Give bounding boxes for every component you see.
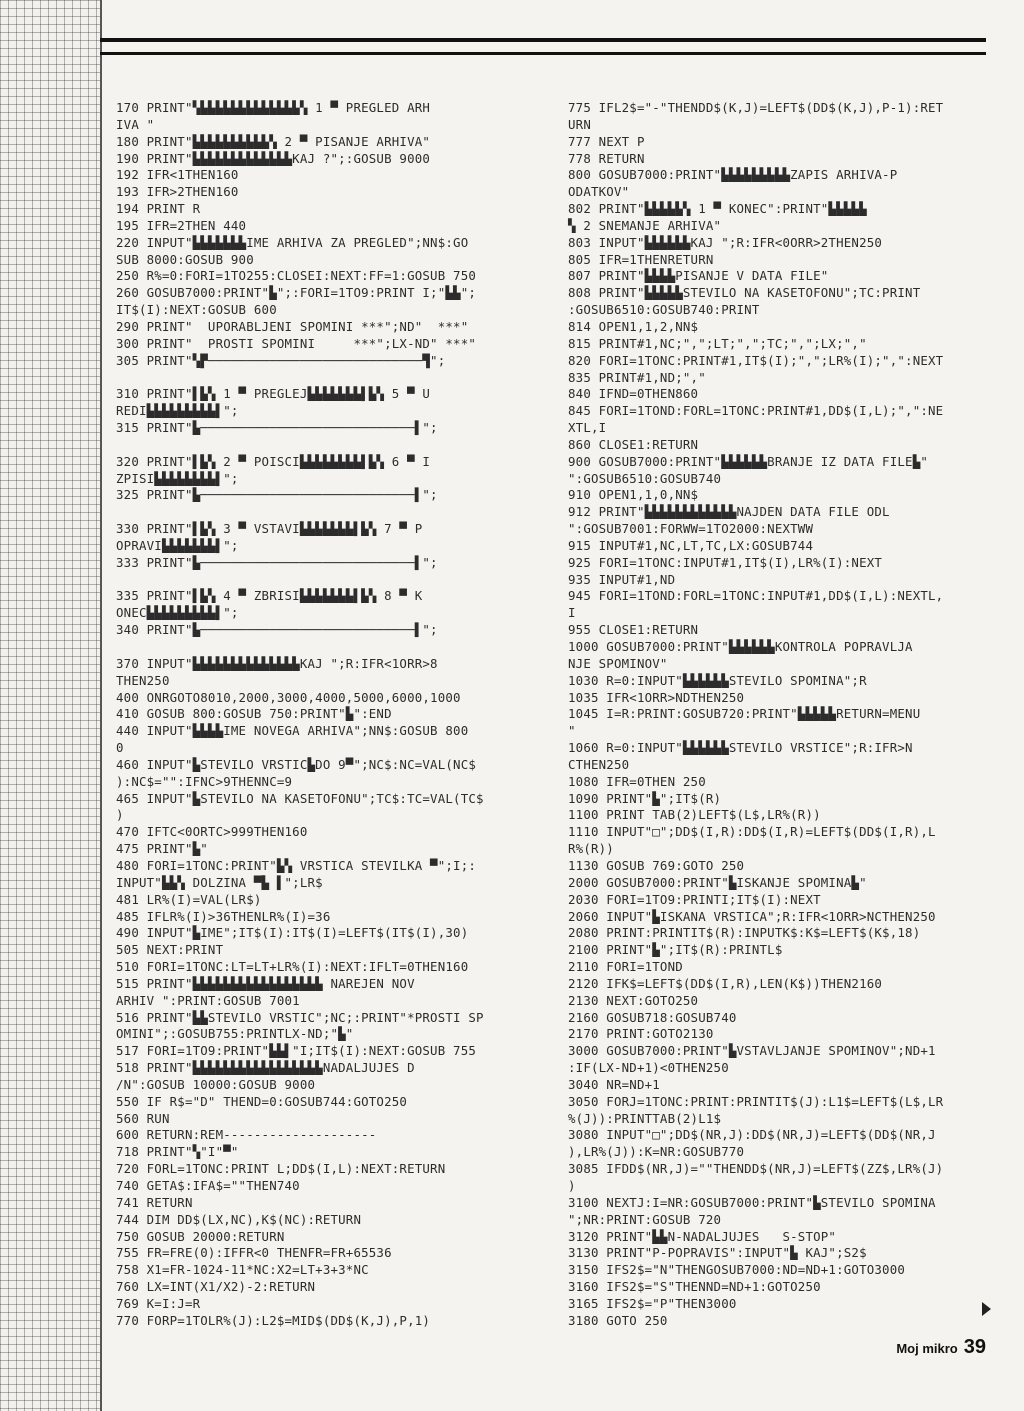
code-line: 505 NEXT:PRINT [116,942,224,958]
code-line: 3000 GOSUB7000:PRINT"▙VSTAVLJANJE SPOMINOV";ND+1 [568,1043,936,1059]
code-line: SUB 8000:GOSUB 900 [116,251,254,267]
code-line: 778 RETURN [568,150,645,166]
code-line: :IF(LX-ND+1)<0THEN250 [568,1060,729,1076]
code-line: 835 PRINT#1,ND;"," [568,369,706,385]
magazine-name: Moj mikro [896,1341,958,1356]
code-line: 480 FORI=1TONC:PRINT"▙▚ VRSTICA STEVILKA ▀";I;: [116,857,477,873]
code-line: NJE SPOMINOV" [568,655,668,671]
code-line: 1060 R=0:INPUT"▙▙▙▙▙▙STEVILO VRSTICE";R:IFR>N [568,740,913,756]
code-line: 770 FORP=1TOLR%(J):L2$=MID$(DD$(K,J),P,1) [116,1312,431,1328]
code-line: 803 INPUT"▙▙▙▙▙▙KAJ ";R:IFR<0ORR>2THEN250 [568,234,883,250]
code-line: CTHEN250 [568,756,630,772]
code-line: 1130 GOSUB 769:GOTO 250 [568,857,745,873]
page-number: 39 [963,1336,986,1358]
code-line: 720 FORL=1TONC:PRINT L;DD$(I,L):NEXT:RETURN [116,1161,446,1177]
code-line: 3050 FORJ=1TONC:PRINT:PRINTIT$(J):L1$=LEFT$(L$,LR [568,1093,944,1109]
code-line: ":GOSUB7001:FORWW=1TO2000:NEXTWW [568,521,814,537]
code-line: 820 FORI=1TONC:PRINT#1,IT$(I);",";LR%(I);",":NEXT [568,352,944,368]
code-line: 0 [116,740,124,756]
code-line: 2120 IFK$=LEFT$(DD$(I,R),LEN(K$))THEN2160 [568,975,883,991]
code-line: 775 IFL2$="-"THENDD$(K,J)=LEFT$(DD$(K,J),P-1):RET [568,100,944,115]
code-line: 750 GOSUB 20000:RETURN [116,1228,285,1244]
code-line: R%(R)) [568,841,614,857]
code-line: 2170 PRINT:GOTO2130 [568,1026,714,1042]
code-line [116,639,536,656]
code-line: ONEC▙▙▙▙▙▙▙▙▙▌"; [116,605,239,621]
code-line: 195 IFR=2THEN 440 [116,217,247,233]
code-line: 945 FORI=1TOND:FORL=1TONC:INPUT#1,DD$(I,L):NEXTL, [568,588,944,604]
code-line: 2080 PRINT:PRINTIT$(R):INPUTK$:K$=LEFT$(K$,18) [568,925,921,941]
code-line: 741 RETURN [116,1194,193,1210]
code-line: 515 PRINT"▙▙▙▙▙▙▙▙▙▙▙▙▙▙▙▙▙ NAREJEN NOV [116,975,415,991]
code-line: 475 PRINT"▙" [116,841,208,857]
code-line: 2060 INPUT"▙ISKANA VRSTICA";R:IFR<1ORR>NCTHEN250 [568,908,936,924]
code-line: 550 IF R$="D" THEND=0:GOSUB744:GOTO250 [116,1093,408,1109]
code-line: 815 PRINT#1,NC;",";LT;",";TC;",";LX;"," [568,335,867,351]
code-line: ):NC$="":IFNC>9THENNC=9 [116,773,293,789]
code-line: 460 INPUT"▙STEVILO VRSTIC▙DO 9▀";NC$:NC=VAL(NC$ [116,756,477,772]
code-line: 805 IFR=1THENRETURN [568,251,714,267]
code-line: 3180 GOTO 250 [568,1312,668,1328]
code-line: 315 PRINT"▙────────────────────────────▌"; [116,420,438,436]
code-line: 517 FORI=1TO9:PRINT"▙▙▌"I;IT$(I):NEXT:GOSUB 755 [116,1043,477,1059]
code-line: ":GOSUB6510:GOSUB740 [568,470,722,486]
code-line: 490 INPUT"▙IME";IT$(I):IT$(I)=LEFT$(IT$(I),30) [116,925,469,941]
code-line: 400 ONRGOTO8010,2000,3000,4000,5000,6000,1000 [116,689,461,705]
code-line: 410 GOSUB 800:GOSUB 750:PRINT"▙":END [116,706,392,722]
code-line: 3085 IFDD$(NR,J)=""THENDD$(NR,J)=LEFT$(ZZ$,LR%(J) [568,1161,944,1177]
code-line: :GOSUB6510:GOSUB740:PRINT [568,302,760,318]
code-line: 915 INPUT#1,NC,LT,TC,LX:GOSUB744 [568,537,814,553]
code-line: 510 FORI=1TONC:LT=LT+LR%(I):NEXT:IFLT=0THEN160 [116,959,469,975]
code-line: 290 PRINT" UPORABLJENI SPOMINI ***";ND" ***" [116,318,469,334]
code-line: 718 PRINT"▚"I"▀" [116,1144,239,1160]
code-line: IT$(I):NEXT:GOSUB 600 [116,302,277,318]
code-line: 481 LR%(I)=VAL(LR$) [116,891,262,907]
code-line: 814 OPEN1,1,2,NN$ [568,318,699,334]
code-line: 840 IFND=0THEN860 [568,386,699,402]
code-line: OMINI";:GOSUB755:PRINTLX-ND;"▙" [116,1026,354,1042]
code-line: 1080 IFR=0THEN 250 [568,773,706,789]
code-line: 808 PRINT"▙▙▙▙▙STEVILO NA KASETOFONU";TC:PRINT [568,285,921,301]
code-line: XTL,I [568,420,607,436]
code-line: 600 RETURN:REM-------------------- [116,1127,377,1143]
code-line: 955 CLOSE1:RETURN [568,622,699,638]
code-line: ZPISI▙▙▙▙▙▙▙▙▌"; [116,470,239,486]
code-line: 3080 INPUT"□";DD$(NR,J):DD$(NR,J)=LEFT$(DD$(NR,J [568,1127,936,1143]
code-line: 807 PRINT"▙▙▙▙PISANJE V DATA FILE" [568,268,829,284]
code-line: 760 LX=INT(X1/X2)-2:RETURN [116,1279,316,1295]
code-line: 2100 PRINT"▙";IT$(R):PRINTL$ [568,942,783,958]
code-line: OPRAVI▙▙▙▙▙▙▙▌"; [116,537,239,553]
code-line [116,504,536,521]
code-line: 1045 I=R:PRINT:GOSUB720:PRINT"▙▙▙▙▙RETURN=MENU [568,706,921,722]
code-line: 912 PRINT"▙▙▙▙▙▙▙▙▙▙▙▙NAJDEN DATA FILE ODL [568,504,890,520]
code-line: 560 RUN [116,1110,170,1126]
code-line: " [568,723,576,739]
continue-arrow-icon [982,1302,991,1316]
code-line: 190 PRINT"▙▙▙▙▙▙▙▙▙▙▙▙▙KAJ ?";:GOSUB 9000 [116,150,431,166]
code-line: 860 CLOSE1:RETURN [568,436,699,452]
code-line: 260 GOSUB7000:PRINT"▙";:FORI=1TO9:PRINT I;"▙▙"; [116,285,477,301]
code-line: 1000 GOSUB7000:PRINT"▙▙▙▙▙▙KONTROLA POPRAVLJA [568,639,913,654]
code-line [116,437,536,454]
code-line: 1110 INPUT"□";DD$(I,R):DD$(I,R)=LEFT$(DD$(I,R),L [568,824,936,840]
code-line: 310 PRINT"▌▙▚ 1 ▀ PREGLEJ▙▙▙▙▙▙▙▌▙▚ 5 ▀ U [116,386,431,402]
code-line: 192 IFR<1THEN160 [116,167,239,183]
code-line: 2030 FORI=1TO9:PRINTI;IT$(I):NEXT [568,891,821,907]
code-line: 3130 PRINT"P-POPRAVIS":INPUT"▙ KAJ";S2$ [568,1245,867,1261]
code-line: ";NR:PRINT:GOSUB 720 [568,1211,722,1227]
code-line: INPUT"▙▙▚ DOLZINA ▀▙ ▌";LR$ [116,874,323,890]
code-line: 1030 R=0:INPUT"▙▙▙▙▙▙STEVILO SPOMINA";R [568,672,867,688]
code-line: 744 DIM DD$(LX,NC),K$(NC):RETURN [116,1211,362,1227]
code-line: 3150 IFS2$="N"THENGOSUB7000:ND=ND+1:GOTO3000 [568,1262,906,1278]
code-line: 1035 IFR<1ORR>NDTHEN250 [568,689,745,705]
code-line: 340 PRINT"▙────────────────────────────▌"; [116,622,438,638]
code-line: 194 PRINT R [116,201,201,217]
code-line: ODATKOV" [568,184,630,200]
code-line: 925 FORI=1TONC:INPUT#1,IT$(I),LR%(I):NEXT [568,554,883,570]
code-line: 2160 GOSUB718:GOSUB740 [568,1009,737,1025]
code-line: 758 X1=FR-1024-11*NC:X2=LT+3+3*NC [116,1262,369,1278]
listing-column-right [568,100,988,1330]
code-line [116,572,536,589]
code-line: 935 INPUT#1,ND [568,571,676,587]
code-line: 485 IFLR%(I)>36THENLR%(I)=36 [116,908,331,924]
code-line: 465 INPUT"▙STEVILO NA KASETOFONU";TC$:TC=VAL(TC$ [116,790,484,806]
code-line: 740 GETA$:IFA$=""THEN740 [116,1178,300,1193]
code-line: ) [568,1178,576,1193]
code-line: 1090 PRINT"▙";IT$(R) [568,790,722,806]
code-line: 3100 NEXTJ:I=NR:GOSUB7000:PRINT"▙STEVILO SPOMINA [568,1194,936,1210]
code-line: 516 PRINT"▙▙STEVILO VRSTIC";NC;:PRINT"*PROSTI SP [116,1009,484,1025]
code-line: ▚ 2 SNEMANJE ARHIVA" [568,217,722,233]
code-line: 440 INPUT"▙▙▙▙IME NOVEGA ARHIVA";NN$:GOSUB 800 [116,723,469,739]
code-line: URN [568,116,591,132]
code-line: 370 INPUT"▙▙▙▙▙▙▙▙▙▙▙▙▙▙KAJ ";R:IFR<1ORR>8 [116,655,438,671]
code-line: 800 GOSUB7000:PRINT"▙▙▙▙▙▙▙▙▙ZAPIS ARHIVA-P [568,167,898,183]
code-line: ARHIV ":PRINT:GOSUB 7001 [116,992,300,1008]
code-line: 2000 GOSUB7000:PRINT"▙ISKANJE SPOMINA▙" [568,874,867,890]
code-line: 330 PRINT"▌▙▚ 3 ▀ VSTAVI▙▙▙▙▙▙▙▌▙▚ 7 ▀ P [116,521,423,537]
code-line: %(J)):PRINTTAB(2)L1$ [568,1110,722,1126]
code-line: 193 IFR>2THEN160 [116,184,239,200]
code-line: 2110 FORI=1TOND [568,959,683,975]
code-line: 250 R%=0:FORI=1TO255:CLOSEI:NEXT:FF=1:GOSUB 750 [116,268,477,284]
code-line: 325 PRINT"▙────────────────────────────▌"; [116,487,438,503]
code-line: ) [116,807,124,823]
code-line: 300 PRINT" PROSTI SPOMINI ***";LX-ND" ***" [116,335,477,351]
code-line: 900 GOSUB7000:PRINT"▙▙▙▙▙▙BRANJE IZ DATA FILE▙" [568,453,929,469]
code-line: REDI▙▙▙▙▙▙▙▙▙▌"; [116,403,239,419]
code-line [116,370,536,387]
code-line: 3160 IFS2$="S"THENND=ND+1:GOTO250 [568,1279,821,1295]
header-rule [100,38,986,55]
code-line: 777 NEXT P [568,133,645,149]
code-line: 220 INPUT"▙▙▙▙▙▙▙IME ARHIVA ZA PREGLED";NN$:GO [116,234,469,250]
code-line: 335 PRINT"▌▙▚ 4 ▀ ZBRISI▙▙▙▙▙▙▙▌▙▚ 8 ▀ K [116,588,423,604]
code-line: 518 PRINT"▙▙▙▙▙▙▙▙▙▙▙▙▙▙▙▙▙NADALJUJES D [116,1060,415,1076]
code-line: /N":GOSUB 10000:GOSUB 9000 [116,1076,316,1092]
listing-column-left [116,100,536,1330]
code-line: 180 PRINT"▙▙▙▙▙▙▙▙▙▙▚ 2 ▀ PISANJE ARHIVA" [116,133,431,149]
page-footer [896,1336,986,1359]
code-line: 3040 NR=ND+1 [568,1076,660,1092]
code-line: 3120 PRINT"▙▙N-NADALJUJES S-STOP" [568,1228,837,1244]
code-line: 910 OPEN1,1,0,NN$ [568,487,699,503]
code-line: 802 PRINT"▙▙▙▙▙▚ 1 ▀ KONEC":PRINT"▙▙▙▙▙ [568,201,867,217]
code-line: 769 K=I:J=R [116,1295,201,1311]
code-line: 320 PRINT"▌▙▚ 2 ▀ POISCI▙▙▙▙▙▙▙▙▌▙▚ 6 ▀ I [116,453,431,469]
code-line: 170 PRINT"▚▙▙▙▙▙▙▙▙▙▙▙▙▙▚ 1 ▀ PREGLED ARH [116,100,431,115]
code-line: 2130 NEXT:GOTO250 [568,992,699,1008]
code-line: ),LR%(J)):K=NR:GOSUB770 [568,1144,745,1160]
code-line: I [568,605,576,621]
code-line: 755 FR=FRE(0):IFFR<0 THENFR=FR+65536 [116,1245,392,1261]
code-line: 3165 IFS2$="P"THEN3000 [568,1295,737,1311]
code-line: 305 PRINT"▚▛────────────────────────────▜"; [116,352,446,368]
grid-margin-strip [0,0,100,1411]
code-line: 333 PRINT"▙────────────────────────────▌"; [116,554,438,570]
code-line: 470 IFTC<0ORTC>999THEN160 [116,824,308,840]
code-line: 1100 PRINT TAB(2)LEFT$(L$,LR%(R)) [568,807,821,823]
code-line: THEN250 [116,672,170,688]
code-line: 845 FORI=1TOND:FORL=1TONC:PRINT#1,DD$(I,L);",":NE [568,403,944,419]
code-line: IVA " [116,116,155,132]
